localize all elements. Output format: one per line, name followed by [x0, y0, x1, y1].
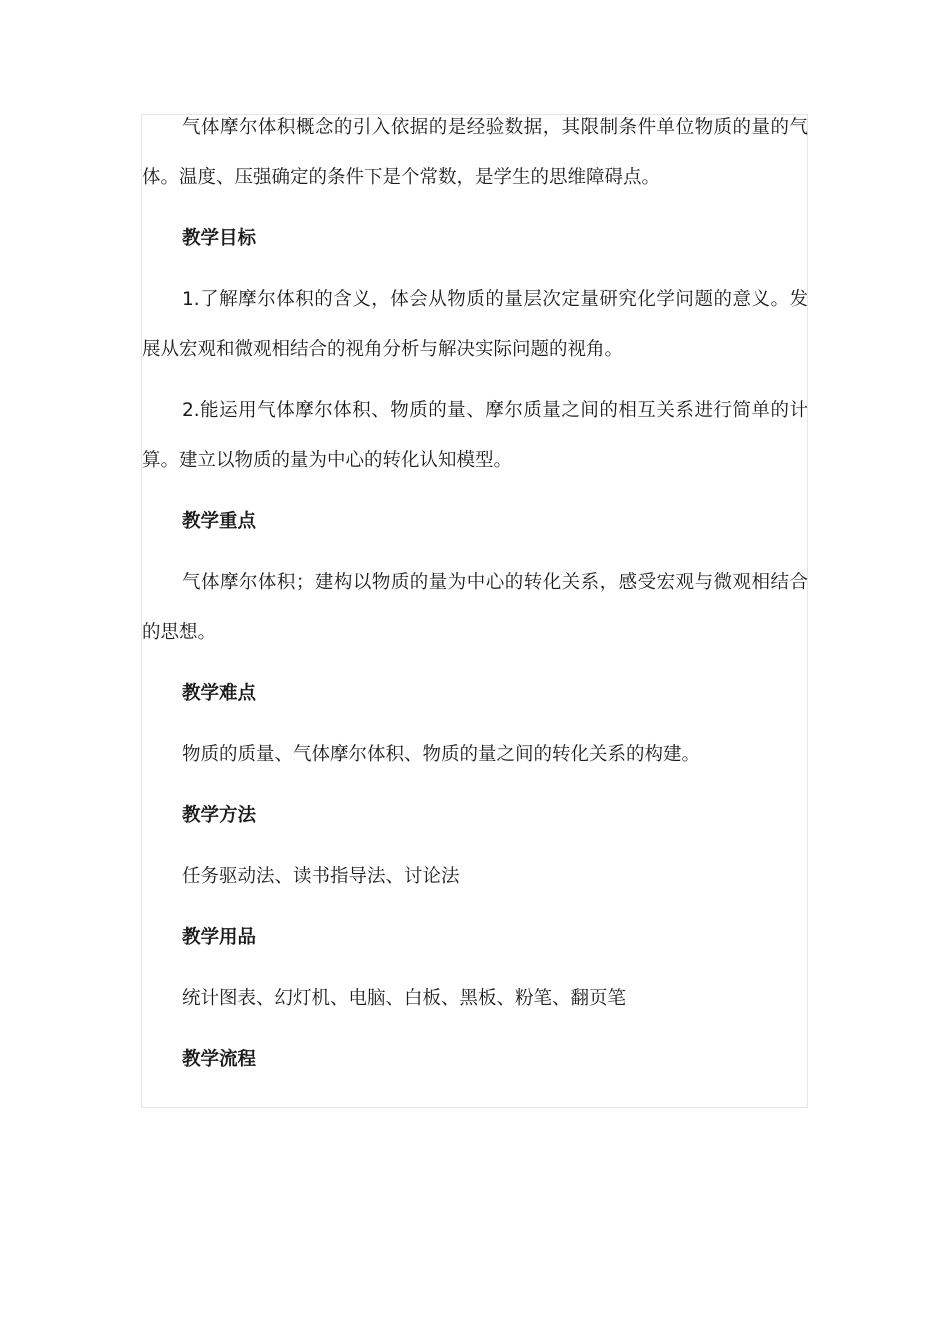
difficulties-text: 物质的质量、气体摩尔体积、物质的量之间的转化关系的构建。 [182, 744, 701, 765]
objective-item-2: 2.能运用气体摩尔体积、物质的量、摩尔质量之间的相互关系进行简单的计算。建立以物质的量为中心的转化认知模型。 [142, 400, 808, 471]
document-body [142, 103, 808, 1085]
objective-item-1: 1.了解摩尔体积的含义，体会从物质的量层次定量研究化学问题的意义。发展从宏观和微观相结合的视角分析与解决实际问题的视角。 [142, 289, 808, 360]
key-points-text: 气体摩尔体积；建构以物质的量为中心的转化关系，感受宏观与微观相结合的思想。 [142, 572, 808, 643]
intro-paragraph: 气体摩尔体积概念的引入依据的是经验数据，其限制条件单位物质的量的气体。温度、压强确定的条件下是个常数，是学生的思维障碍点。 [142, 117, 808, 188]
supplies-heading: 教学用品 [182, 927, 257, 948]
objectives-heading: 教学目标 [182, 228, 257, 249]
difficulties-heading: 教学难点 [182, 683, 257, 704]
key-points-heading: 教学重点 [182, 511, 257, 532]
supplies-text: 统计图表、幻灯机、电脑、白板、黑板、粉笔、翻页笔 [182, 988, 627, 1009]
methods-heading: 教学方法 [182, 805, 257, 826]
process-heading: 教学流程 [182, 1049, 257, 1070]
methods-text: 任务驱动法、读书指导法、讨论法 [182, 866, 460, 887]
